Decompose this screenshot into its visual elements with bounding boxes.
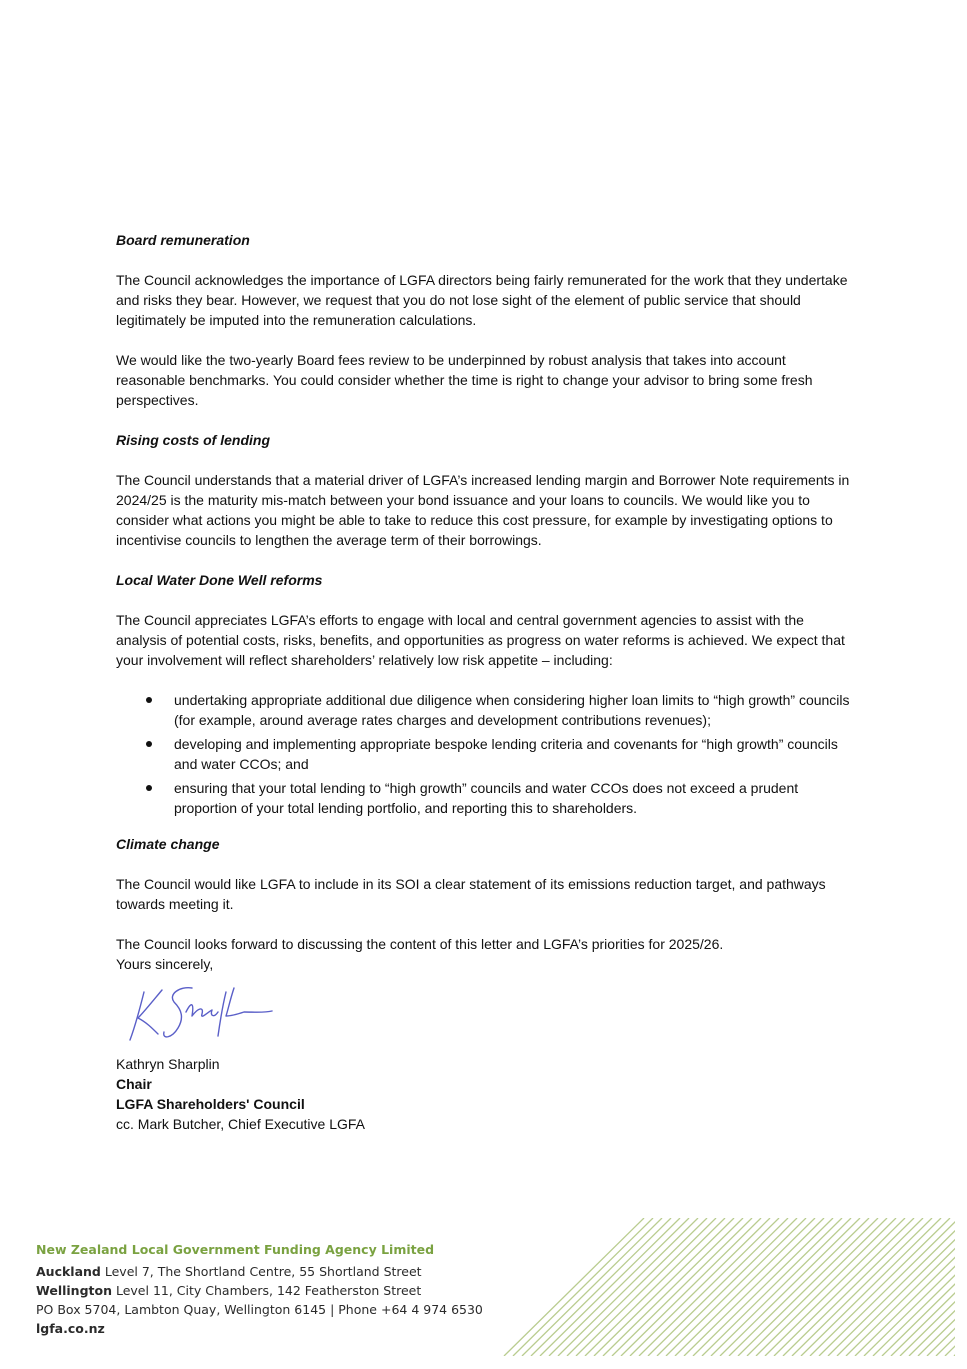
hatch-line [855,1218,955,1356]
bullet-icon [146,785,152,791]
hatch-line [810,1218,950,1356]
footer-org-name: New Zealand Local Government Funding Agency Limited [36,1242,435,1257]
hatch-line [612,1218,752,1356]
hatch-line [531,1218,671,1356]
hatch-line [927,1218,955,1356]
heading-climate-change: Climate change [116,836,220,852]
hatch-line [738,1218,878,1356]
hatch-line [594,1218,734,1356]
heading-water-reforms: Local Water Done Well reforms [116,572,323,588]
list-item: developing and implementing appropriate bespoke lending criteria and covenants for “high growth” councils and water CCOs; and [116,734,856,774]
hatch-line [500,1218,626,1356]
hatch-line [639,1218,779,1356]
footer-po-box: PO Box 5704, Lambton Quay, Wellington 6145 | Phone +64 4 974 6530 [36,1302,483,1317]
hatch-line [500,1218,527,1356]
closing-text: The Council looks forward to discussing the content of this letter and LGFA’s priorities for 2025/26. [116,936,724,952]
hatch-line [828,1218,955,1356]
footer-wellington: Wellington Level 11, City Chambers, 142 Featherston Street [36,1283,422,1298]
hatch-line [567,1218,707,1356]
salutation: Yours sincerely, [116,956,214,972]
hatch-line [504,1218,644,1356]
cc-line: cc. Mark Butcher, Chief Executive LGFA [116,1116,365,1132]
hatch-line [648,1218,788,1356]
hatch-line [621,1218,761,1356]
hatch-line [774,1218,914,1356]
hatch-line [558,1218,698,1356]
bullet-icon [146,697,152,703]
hatch-line [792,1218,932,1356]
hatch-line [711,1218,851,1356]
signatory-name: Kathryn Sharplin [116,1056,220,1072]
hatch-line [500,1218,563,1356]
heading-board-remuneration: Board remuneration [116,232,250,248]
hatch-line [765,1218,905,1356]
hatch-line [500,1218,617,1356]
hatch-line [657,1218,797,1356]
hatch-line [500,1218,518,1356]
hatch-line [576,1218,716,1356]
hatch-line [783,1218,923,1356]
hatch-line [891,1218,955,1356]
bullet-icon [146,741,152,747]
hatch-line [500,1218,590,1356]
hatch-line [549,1218,689,1356]
signatory-organisation: LGFA Shareholders' Council [116,1096,305,1112]
hatch-line [500,1218,509,1356]
hatch-line [500,1218,581,1356]
hatch-line [500,1218,536,1356]
hatch-line [864,1218,955,1356]
hatch-line [500,1218,554,1356]
hatch-line [729,1218,869,1356]
letter-body [116,230,856,1134]
signatory-title: Chair [116,1076,152,1092]
water-bullet-list [116,690,856,818]
hatch-line [720,1218,860,1356]
signature-image [122,982,282,1048]
hatch-line [500,1218,599,1356]
board-paragraph-2: We would like the two-yearly Board fees review to be underpinned by robust analysis that takes into account reasonable benchmarks. You could consider whether the time is right to change your advisor to bring some fresh perspectives. [116,352,813,408]
hatch-line [585,1218,725,1356]
hatch-line [522,1218,662,1356]
lending-paragraph: The Council understands that a material driver of LGFA’s increased lending margin and Borrower Note requirements in 2024/25 is the maturity mis-match between your bond issuance and your loans to councils. We would like you to consider what actions you might be able to take to reduce this cost pressure, for example by investigating options to incentivise councils to lengthen the average term of their borrowings. [116,472,850,548]
footer [36,1240,496,1338]
hatch-line [630,1218,770,1356]
heading-rising-costs: Rising costs of lending [116,432,271,448]
hatch-line [801,1218,941,1356]
footer-website-link[interactable]: lgfa.co.nz [36,1321,105,1336]
hatch-line [513,1218,653,1356]
climate-paragraph: The Council would like LGFA to include in its SOI a clear statement of its emissions reduction target, and pathways towards meeting it. [116,876,826,912]
hatch-line [684,1218,824,1356]
footer-auckland: Auckland Level 7, The Shortland Centre, 55 Shortland Street [36,1264,422,1279]
hatch-line [500,1218,545,1356]
list-item: undertaking appropriate additional due diligence when considering higher loan limits to “high growth” councils (for example, around average rates charges and development contributions revenues); [116,690,856,730]
hatch-line [540,1218,680,1356]
list-item: ensuring that your total lending to “high growth” councils and water CCOs does not exceed a prudent proportion of your total lending portfolio, and reporting this to shareholders. [116,778,856,818]
decorative-hatch-pattern [500,1218,955,1356]
hatch-line [675,1218,815,1356]
hatch-line [702,1218,842,1356]
hatch-line [693,1218,833,1356]
hatch-line [918,1218,955,1356]
water-paragraph: The Council appreciates LGFA’s efforts to engage with local and central government agencies to assist with the analysis of potential costs, risks, benefits, and opportunities as progress on water reforms is achieved. We expect that your involvement will reflect shareholders’ relatively low risk appetite – including: [116,612,845,668]
hatch-line [747,1218,887,1356]
hatch-line [954,1218,955,1356]
board-paragraph-1: The Council acknowledges the importance of LGFA directors being fairly remunerated for the work that they undertake and risks they bear. However, we request that you do not lose sight of the element of public service that should legitimately be imputed into the remuneration calculations. [116,272,848,328]
hatch-line [666,1218,806,1356]
hatch-line [756,1218,896,1356]
hatch-line [603,1218,743,1356]
